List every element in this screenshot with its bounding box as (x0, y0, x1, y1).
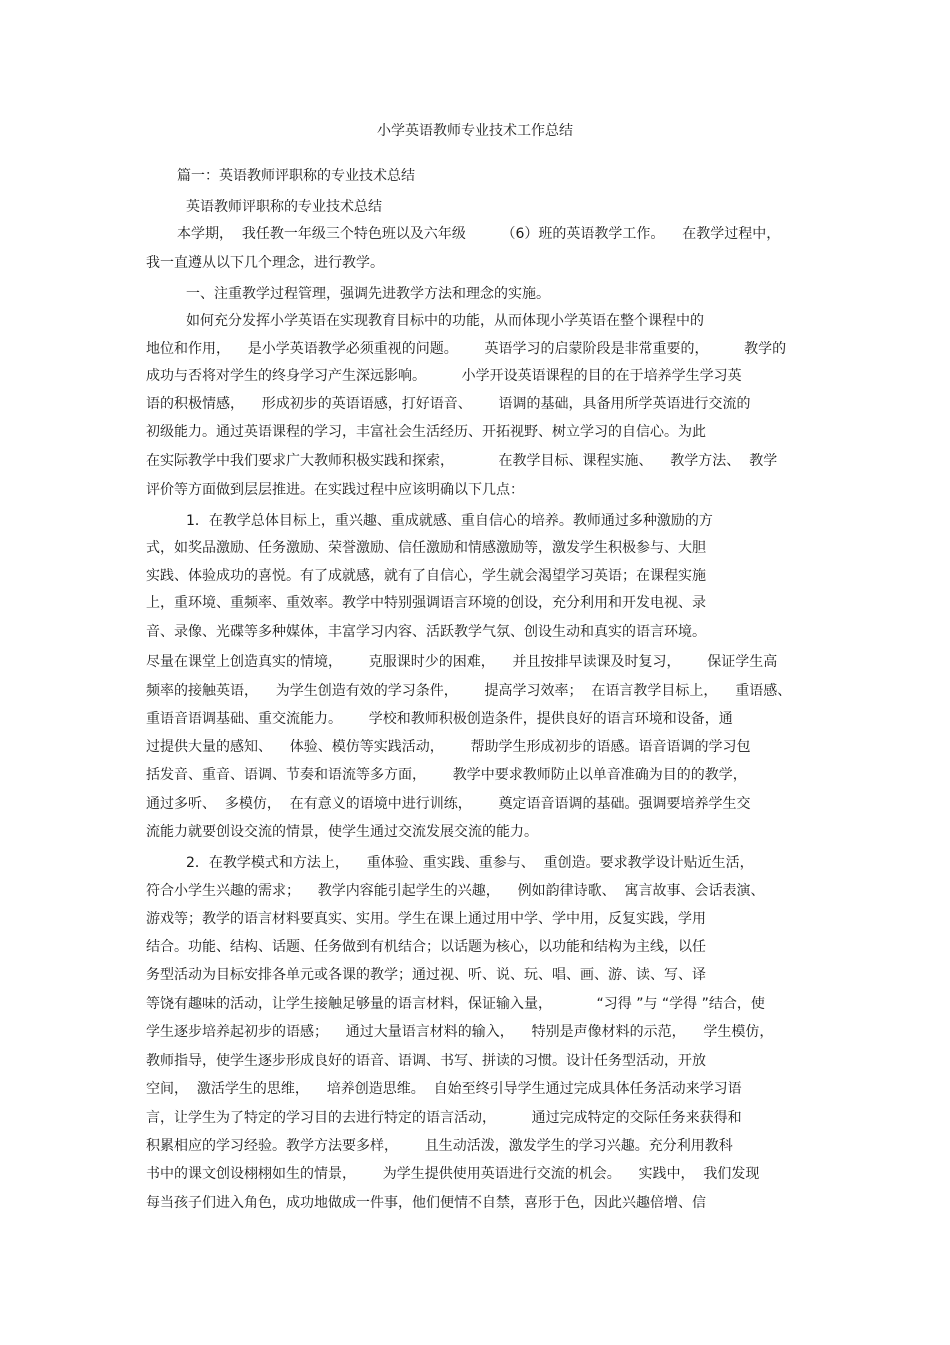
text-line: 书中的课文创设栩栩如生的情景， 为学生提供使用英语进行交流的机会。 实践中， 我们发现 (146, 1166, 760, 1182)
text-line: 教师指导，使学生逐步形成良好的语音、语调、书写、拼读的习惯。设计任务型活动，开放 (146, 1053, 706, 1069)
text-line: 评价等方面做到层层推进。在实践过程中应该明确以下几点： (146, 482, 524, 498)
text-line: 言，让学生为了特定的学习目的去进行特定的语言活动， 通过完成特定的交际任务来获得和 (146, 1110, 742, 1126)
text-line: 等饶有趣味的活动，让学生接触足够量的语言材料，保证输入量， “习得 ”与 “学得 ”结合，使 (146, 996, 765, 1012)
text-line: 括发音、重音、语调、节奏和语流等多方面， 教学中要求教师防止以单音准确为目的的教学， (146, 767, 747, 783)
text-line: 本学期， 我任教一年级三个特色班以及六年级 （6）班的英语教学工作。 在教学过程中， (177, 226, 781, 242)
text-line: 重语音语调基础、重交流能力。 学校和教师积极创造条件，提供良好的语言环境和设备，通 (146, 711, 733, 727)
section-heading: 篇一：英语教师评职称的专业技术总结 (177, 168, 415, 184)
text-line: 积累相应的学习经验。教学方法要多样， 且生动活泼，激发学生的学习兴趣。充分利用教科 (146, 1138, 733, 1154)
text-line: 我一直遵从以下几个理念，进行教学。 (146, 255, 384, 271)
text-line: 频率的接触英语， 为学生创造有效的学习条件， 提高学习效率； 在语言教学目标上， 重语感、 (146, 683, 792, 699)
text-line: 如何充分发挥小学英语在实现教育目标中的功能，从而体现小学英语在整个课程中的 (186, 313, 704, 329)
text-line: 每当孩子们进入角色，成功地做成一件事，他们便情不自禁，喜形于色，因此兴趣倍增、信 (146, 1195, 706, 1211)
text-line: 尽量在课堂上创造真实的情境， 克服课时少的困难， 并且按排早读课及时复习， 保证学生高 (146, 654, 778, 670)
text-line: 2．在教学模式和方法上， 重体验、重实践、重参与、 重创造。要求教学设计贴近生活， (186, 855, 754, 871)
text-line: 务型活动为目标安排各单元或各课的教学；通过视、听、说、玩、唱、画、游、读、写、译 (146, 967, 706, 983)
text-line: 流能力就要创设交流的情景，使学生通过交流发展交流的能力。 (146, 824, 538, 840)
text-line: 1．在教学总体目标上，重兴趣、重成就感、重自信心的培养。教师通过多种激励的方 (186, 513, 713, 529)
text-line: 上，重环境、重频率、重效率。教学中特别强调语言环境的创设，充分利用和开发电视、录 (146, 595, 706, 611)
subheading: 英语教师评职称的专业技术总结 (186, 199, 382, 215)
text-line: 学生逐步培养起初步的语感； 通过大量语言材料的输入， 特别是声像材料的示范， 学生模仿， (146, 1024, 774, 1040)
text-line: 符合小学生兴趣的需求； 教学内容能引起学生的兴趣， 例如韵律诗歌、 寓言故事、会话表演、 (146, 883, 765, 899)
section-heading: 一、注重教学过程管理，强调先进教学方法和理念的实施。 (186, 286, 550, 302)
text-line: 在实际教学中我们要求广大教师积极实践和探索， 在教学目标、课程实施、 教学方法、 教学 (146, 453, 778, 469)
text-line: 初级能力。通过英语课程的学习，丰富社会生活经历、开拓视野、树立学习的自信心。为此 (146, 424, 706, 440)
text-line: 式，如奖品激励、任务激励、荣誉激励、信任激励和情感激励等，激发学生积极参与、大胆 (146, 540, 706, 556)
text-line: 成功与否将对学生的终身学习产生深远影响。 小学开设英语课程的目的在于培养学生学习英 (146, 368, 742, 384)
text-line: 空间， 激活学生的思维， 培养创造思维。 自始至终引导学生通过完成具体任务活动来学习语 (146, 1081, 742, 1097)
text-line: 实践、体验成功的喜悦。有了成就感，就有了自信心，学生就会渴望学习英语；在课程实施 (146, 568, 706, 584)
text-line: 语的积极情感， 形成初步的英语语感，打好语音、 语调的基础，具备用所学英语进行交流的 (146, 396, 751, 412)
text-line: 通过多听、 多模仿， 在有意义的语境中进行训练， 奠定语音语调的基础。强调要培养学生交 (146, 796, 751, 812)
document-title: 小学英语教师专业技术工作总结 (377, 123, 573, 139)
text-line: 地位和作用， 是小学英语教学必须重视的问题。 英语学习的启蒙阶段是非常重要的， 教学的 (146, 341, 787, 357)
text-line: 结合。功能、结构、话题、任务做到有机结合；以话题为核心，以功能和结构为主线，以任 (146, 939, 706, 955)
text-line: 游戏等；教学的语言材料要真实、实用。学生在课上通过用中学、学中用，反复实践，学用 (146, 911, 706, 927)
text-line: 过提供大量的感知、 体验、模仿等实践活动， 帮助学生形成初步的语感。语音语调的学习包 (146, 739, 751, 755)
text-line: 音、录像、光碟等多种媒体，丰富学习内容、活跃教学气氛、创设生动和真实的语言环境。 (146, 624, 706, 640)
